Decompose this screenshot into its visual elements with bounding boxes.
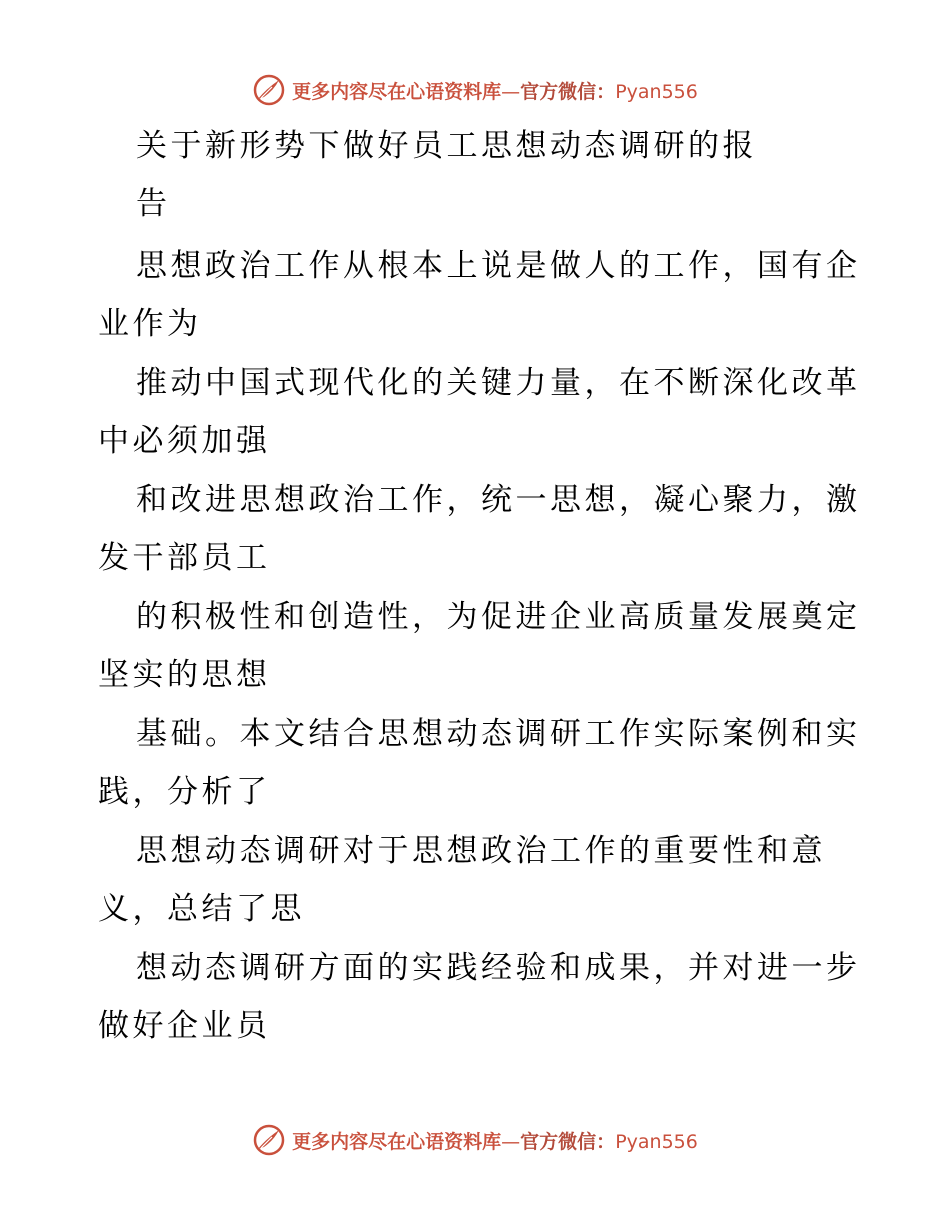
banner-wechat-id: Pyan556 — [615, 1130, 698, 1153]
paragraph-line: 发干部员工 — [98, 540, 271, 576]
banner-dash: — — [501, 1130, 521, 1153]
header-banner — [0, 70, 950, 110]
paragraph-line: 思想动态调研对于思想政治工作的重要性和意 — [136, 833, 826, 869]
feather-logo-icon — [252, 1123, 286, 1157]
feather-logo-icon — [252, 73, 286, 107]
paragraph-line: 基础。本文结合思想动态调研工作实际案例和实 — [136, 716, 861, 752]
banner-text — [292, 77, 698, 104]
paragraph-line: 业作为 — [98, 306, 202, 342]
paragraph-line: 思想政治工作从根本上说是做人的工作，国有企 — [136, 248, 861, 284]
paragraph-line: 坚实的思想 — [98, 657, 271, 693]
banner-text — [292, 1127, 698, 1154]
paragraph-line: 践，分析了 — [98, 774, 271, 810]
title-line-2: 告 — [136, 186, 171, 222]
footer-banner — [0, 1120, 950, 1160]
banner-main-text: 更多内容尽在心语资料库 — [292, 1130, 502, 1153]
banner-dash: — — [501, 80, 521, 103]
title-line-1: 关于新形势下做好员工思想动态调研的报 — [136, 128, 757, 164]
paragraph-line: 的积极性和创造性，为促进企业高质量发展奠定 — [136, 599, 861, 635]
paragraph-line: 义，总结了思 — [98, 891, 305, 927]
paragraph-line: 中必须加强 — [98, 423, 271, 459]
paragraph-line: 做好企业员 — [98, 1008, 271, 1044]
paragraph-line: 和改进思想政治工作，统一思想，凝心聚力，激 — [136, 482, 861, 518]
paragraph-line: 想动态调研方面的实践经验和成果，并对进一步 — [136, 950, 861, 986]
banner-main-text: 更多内容尽在心语资料库 — [292, 80, 502, 103]
banner-wechat-id: Pyan556 — [615, 80, 698, 103]
paragraph-line: 推动中国式现代化的关键力量，在不断深化改革 — [136, 365, 861, 401]
banner-wechat-label: 官方微信： — [520, 80, 616, 103]
banner-wechat-label: 官方微信： — [520, 1130, 616, 1153]
